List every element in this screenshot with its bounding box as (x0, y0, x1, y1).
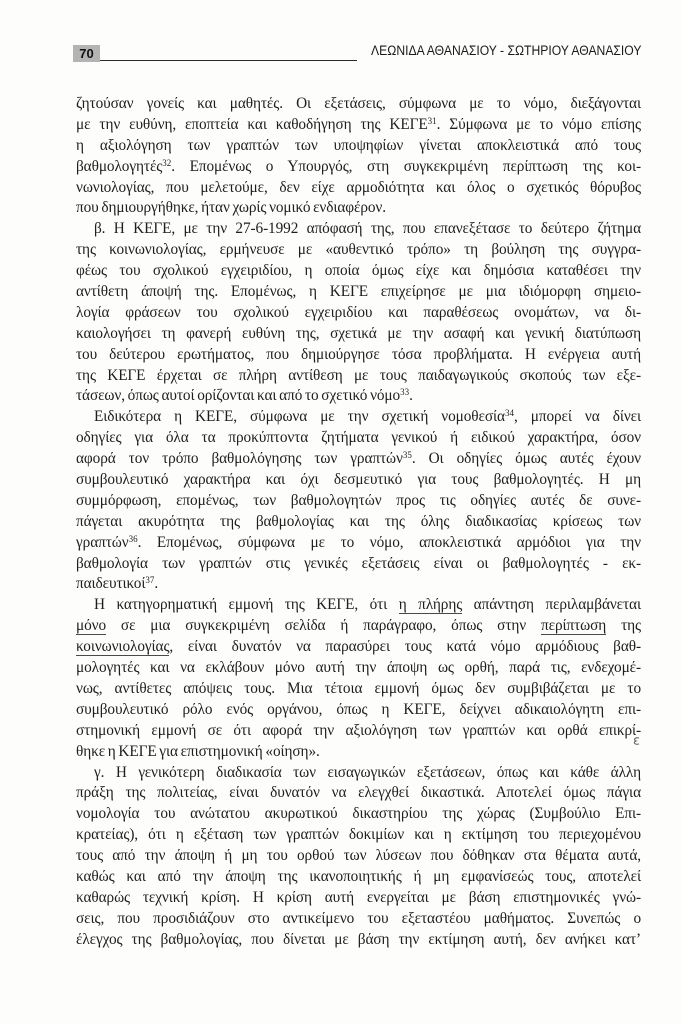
text-line: βαθμολογία των γραπτών στις γενικές εξετάσεις είναι οι βαθμολογητές - εκ- (76, 554, 641, 572)
text-line (76, 533, 641, 554)
text-segment: . Σύμφωνα με το νόμο επίσης (436, 115, 641, 133)
text-line: φέως του σχολικού εγχειριδίου, η οποία όμως είχε και δημόσια καταθέσει την (76, 262, 641, 280)
text-line: στημονική εμμονή σε ότι αφορά την αξιολόγηση των γραπτών και ορθά επικρί- (76, 721, 641, 739)
text-line: κρατείας), ότι η εξέταση των γραπτών δοκιμίων και η εκτίμηση του περιεχομένου (76, 826, 641, 844)
text-line: οδηγίες για όλα τα προκύπτοντα ζητήματα γενικού ή ειδικού χαρακτήρα, όσον (76, 429, 641, 447)
text-segment: παιδευτικοί (76, 575, 146, 593)
footnote-ref: 34 (504, 408, 514, 419)
text-segment: απάντηση περιλαμβάνεται (462, 596, 641, 614)
text-segment: της (606, 617, 641, 635)
text-segment: . (154, 575, 159, 593)
page-number: 70 (73, 45, 100, 62)
paragraph (76, 94, 641, 219)
text-segment: , μπορεί να δίνει (513, 408, 641, 426)
pencil-underlined-text: η πλήρης (398, 596, 463, 614)
pencil-underlined-text: περίπτωση (541, 617, 607, 635)
pencil-margin-mark (631, 736, 641, 746)
text-line: καθώς και από την άποψη της ικανοποιητικής ή μη εμφανίσεώς τους, αποτελεί (76, 867, 641, 885)
text-line: νως, αντίθετες απόψεις τους. Μια τέτοια εμμονή όμως δεν συμβιβάζεται με το (76, 679, 641, 697)
footnote-ref: 36 (128, 533, 138, 544)
text-line (76, 616, 641, 637)
text-segment: σε μια συγκεκριμένη σελίδα ή παράγραφο, όπως στην (106, 617, 541, 635)
text-segment: βαθμολογητές (76, 157, 163, 175)
text-line: σεις, που προσιδιάζουν στο αντικείμενο του εξεταστέου μαθήματος. Συνεπώς ο (76, 909, 641, 927)
text-line: β. Η ΚΕΓΕ, με την 27-6-1992 απόφασή της, που επανεξέτασε το δεύτερο ζήτημα (94, 220, 641, 238)
text-line: της κοινωνιολογίας, ερμήνευσε με «αυθεντικό τρόπο» τη βούληση της συγγρα- (76, 241, 641, 259)
footnote-ref: 33 (400, 387, 410, 398)
text-segment: Η κατηγορηματική εμμονή της ΚΕΓΕ, ότι (94, 596, 399, 614)
pencil-underlined-text: μόνο (76, 617, 107, 635)
text-segment: με την ευθύνη, εποπτεία και καθοδήγηση της ΚΕΓΕ (76, 115, 428, 133)
text-line: καιολογήσει τη φανερή ευθύνη της, σχετικά με την ασαφή και γενική διατύπωση (76, 324, 641, 342)
text-line: η αξιολόγηση των γραπτών των υποψηφίων γίνεται αποκλειστικά από τους (76, 136, 641, 154)
text-line: πράξη της πολιτείας, είναι δυνατόν να ελεγχθεί δικαστικά. Αποτελεί όμως πάγια (76, 784, 641, 802)
footnote-ref: 31 (427, 115, 437, 126)
text-line: λογία φράσεων του σχολικού εγχειριδίου και παραθέσεως ονομάτων, να δι- (76, 303, 641, 321)
text-line: τους από την άποψη ή μη του ορθού των λύσεων που δόθηκαν στα θέματα αυτά, (76, 847, 641, 865)
text-segment: . (409, 387, 413, 405)
text-line: συμβουλευτικό χαρακτήρα και όχι δεσμευτικό για τους βαθμολογητές. Η μη (76, 471, 641, 489)
text-line: θηκε η ΚΕΓΕ για επιστημονική «οίηση». (76, 742, 320, 760)
footnote-ref: 35 (402, 450, 412, 461)
text-line: πάγεται ακυρότητα της βαθμολογίας και της όλης διαδικασίας κρίσεως των (76, 512, 641, 530)
text-line: μολογητές και να εκλάβουν μόνο αυτή την άποψη ως ορθή, παρά τις, ενδεχομέ- (76, 659, 641, 677)
text-line: γ. Η γενικότερη διαδικασία των εισαγωγικών εξετάσεων, όπως και κάθε άλλη (94, 763, 641, 781)
body-text (76, 94, 641, 951)
text-segment: . Επομένως ο Υπουργός, στη συγκεκριμένη περίπτωση της κοι- (171, 157, 641, 175)
text-line: συμμόρφωση, επομένως, των βαθμολογητών προς τις οδηγίες αυτές δε συνε- (76, 491, 641, 509)
text-line: που δημιουργήθηκε, ήταν χωρίς νομικό ενδιαφέρον. (76, 199, 386, 217)
text-line: καθαρώς τεχνική κρίση. Η κρίση αυτή ενεργείται με βάση επιστημονικές γνώ- (76, 888, 641, 906)
paragraph (76, 595, 641, 762)
text-line (76, 115, 641, 136)
text-line (76, 574, 641, 595)
text-line (76, 449, 641, 470)
paragraph (76, 219, 641, 407)
text-line: ζητούσαν γονείς και μαθητές. Οι εξετάσεις, σύμφωνα με το νόμο, διεξάγονται (76, 95, 641, 112)
text-segment: , είναι δυνατόν να παρασύρει τους κατά νόμο αρμόδιους βαθ- (169, 638, 641, 656)
text-segment: γραπτών (76, 533, 129, 551)
text-line: της ΚΕΓΕ έρχεται σε πλήρη αντίθεση με τους παιδαγωγικούς σκοπούς των εξε- (76, 366, 641, 384)
text-line: νωνιολογίας, που μελετούμε, δεν είχε αρμοδιότητα και όλος ο σχετικός θόρυβος (76, 178, 641, 196)
paragraph (76, 763, 641, 951)
text-line: αντίθετη άποψή της. Επομένως, η ΚΕΓΕ επιχείρησε με μια ιδιόμορφη σημειο- (76, 283, 641, 301)
text-segment: . Οι οδηγίες όμως αυτές έχουν (411, 450, 641, 468)
text-line (76, 407, 641, 428)
paragraph (76, 407, 641, 595)
text-line (76, 637, 641, 658)
text-line (76, 595, 641, 616)
text-segment: . Επομένως, σύμφωνα με το νόμο, αποκλειστικά αρμόδιοι για την (137, 533, 641, 551)
text-segment: αφορά τον τρόπο βαθμολόγησης των γραπτών (76, 450, 403, 468)
running-head-authors: ΛΕΩΝΙΔΑ ΑΘΑΝΑΣΙΟΥ - ΣΩΤΗΡΙΟΥ ΑΘΑΝΑΣΙΟΥ (370, 43, 641, 58)
text-line: συμβουλευτικό ρόλο ενός οργάνου, όπως η ΚΕΓΕ, δείχνει αδικαιολόγητη επι- (76, 700, 641, 718)
header-rule (100, 60, 357, 61)
text-line: του δεύτερου ερωτήματος, που δημιούργησε τόσα προβλήματα. Η ενέργεια αυτή (76, 345, 641, 363)
text-line: έλεγχος της βαθμολογίας, που δίνεται με βάση την εκτίμηση αυτή, δεν ανήκει κατ’ (76, 930, 641, 948)
pencil-underlined-text: κοινωνιολογίας (76, 638, 170, 656)
text-line (76, 386, 641, 407)
text-segment: Ειδικότερα η ΚΕΓΕ, σύμφωνα με την σχετική νομοθεσία (94, 408, 505, 426)
text-segment: τάσεων, όπως αυτοί ορίζονται και από το σχετικό νόμο (76, 387, 401, 405)
footnote-ref: 32 (162, 157, 172, 168)
text-line: νομολογία του ανώτατου ακυρωτικού δικαστηρίου της χώρας (Συμβούλιο Επι- (76, 805, 641, 823)
text-line (76, 157, 641, 178)
footnote-ref: 37 (145, 575, 155, 586)
